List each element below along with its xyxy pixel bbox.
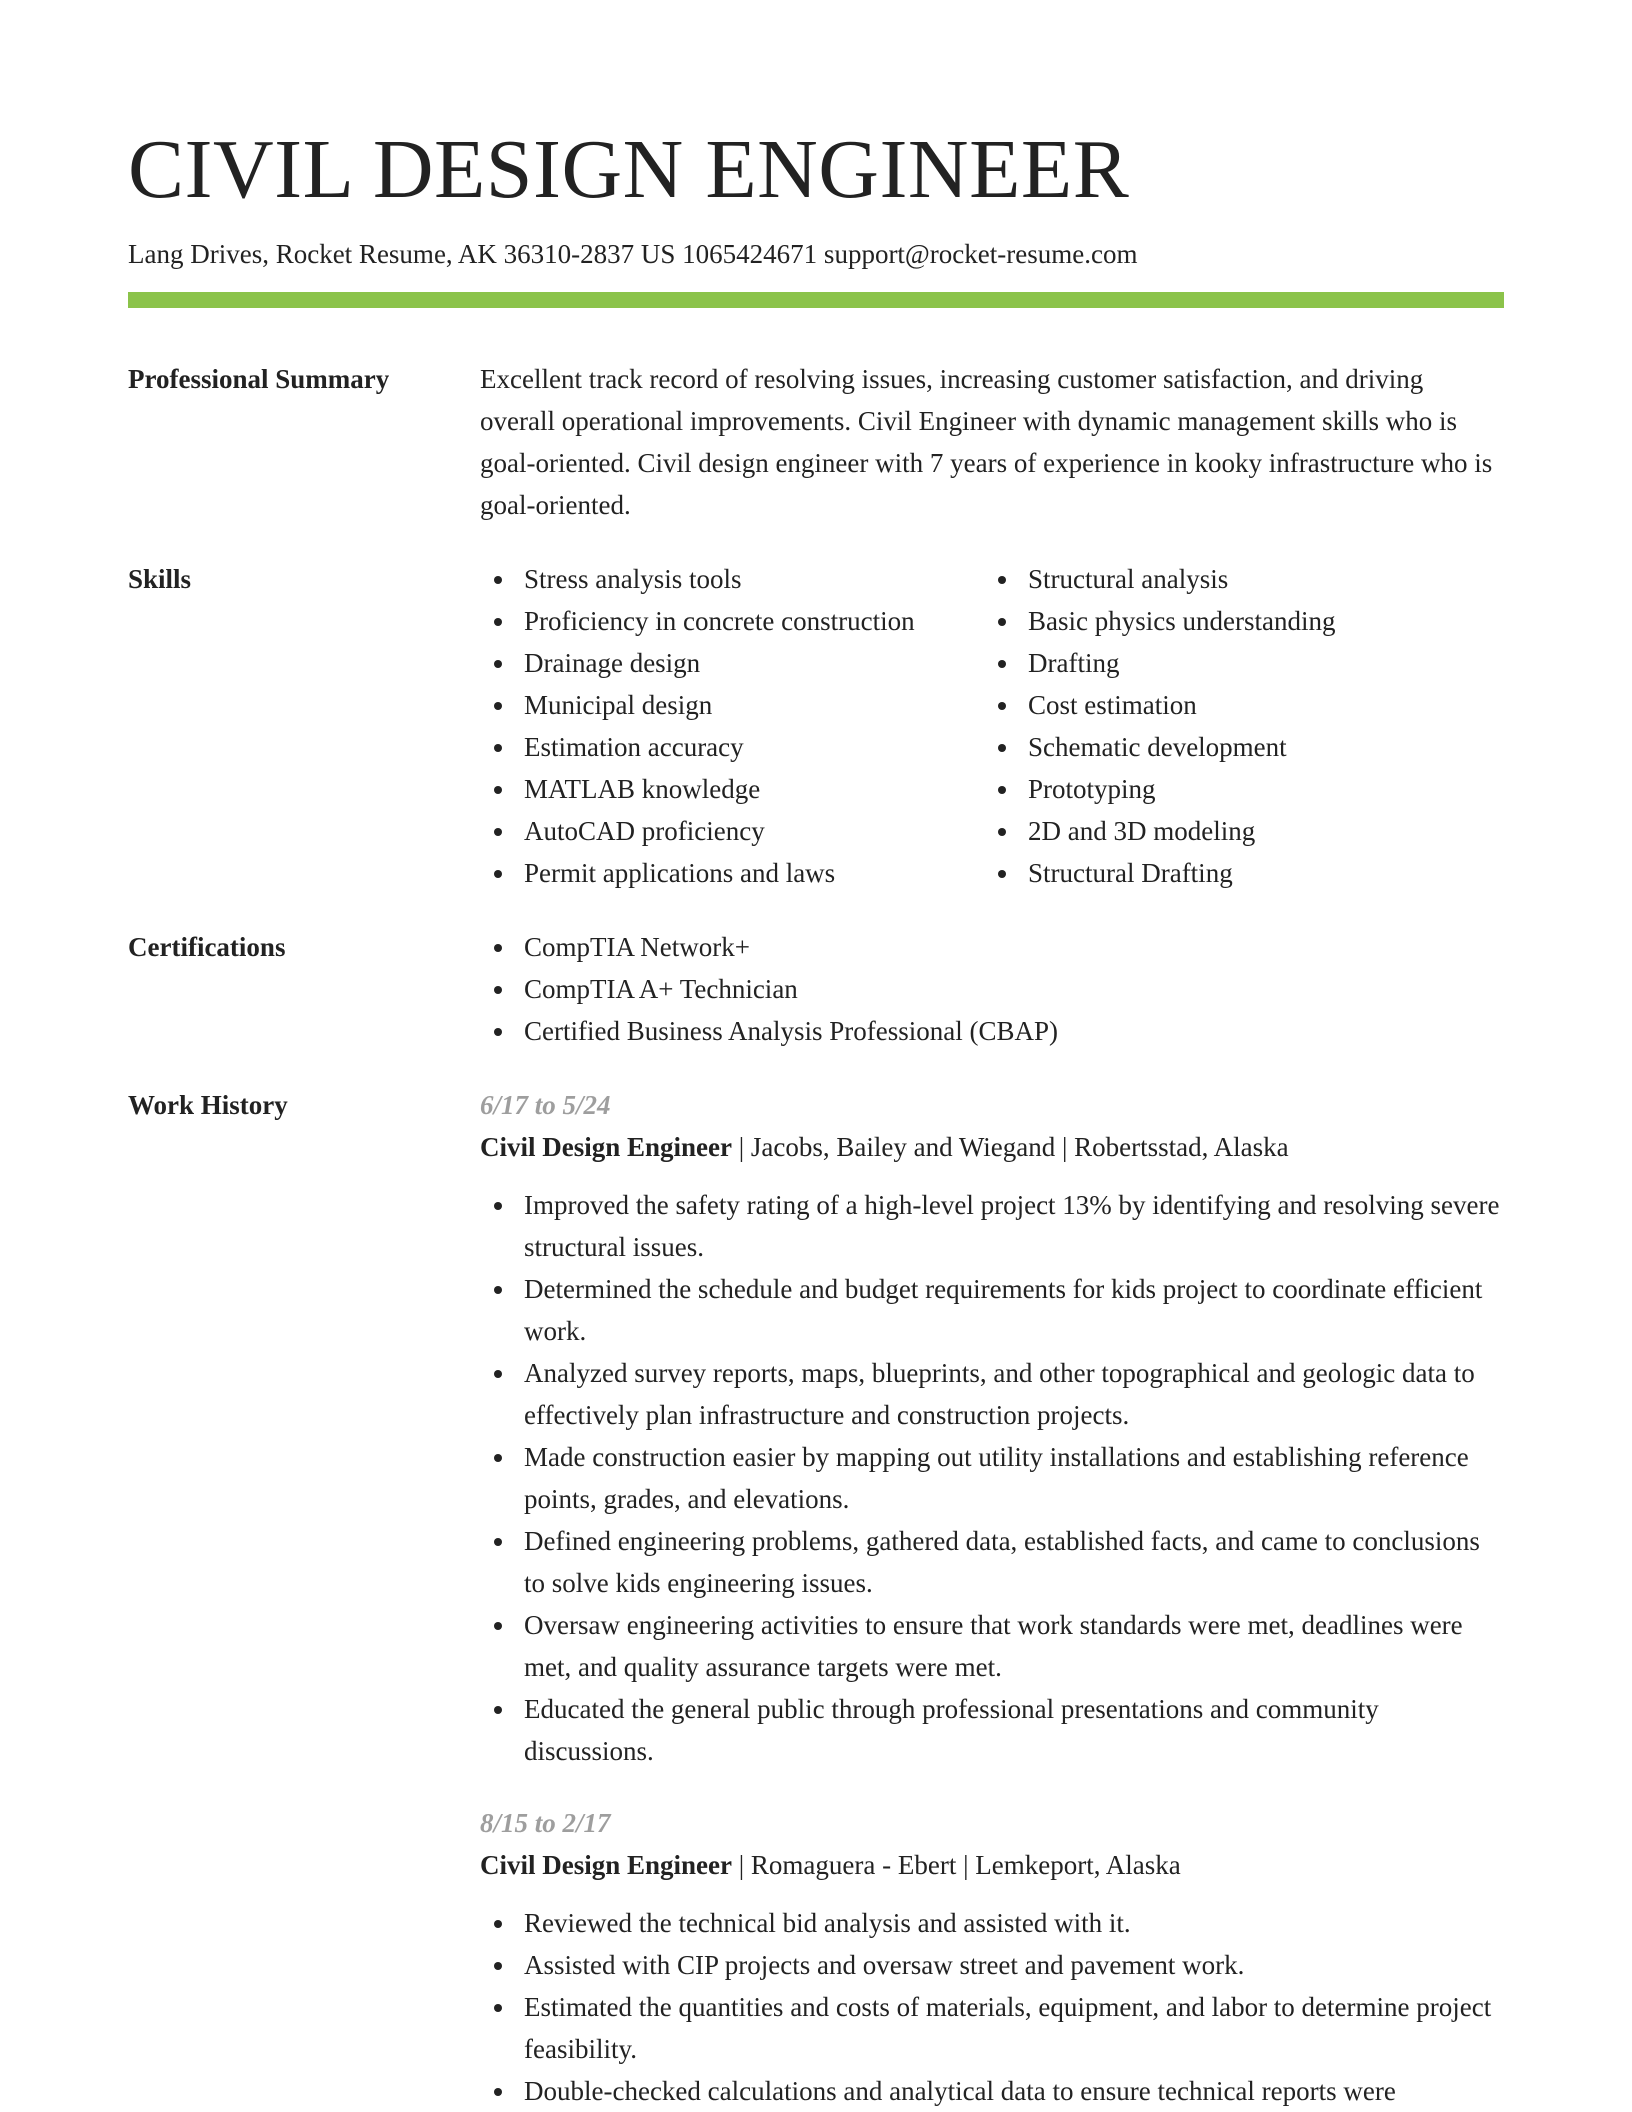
- job-bullet: Reviewed the technical bid analysis and assisted with it.: [480, 1902, 1504, 1944]
- job-bullet-list: [480, 1902, 1504, 2112]
- job-bullet: Analyzed survey reports, maps, blueprints, and other topographical and geologic data to effectively plan infrastructure and construction projects.: [480, 1352, 1504, 1436]
- skill-item: 2D and 3D modeling: [984, 810, 1504, 852]
- job-bullet: Made construction easier by mapping out utility installations and establishing reference points, grades, and elevations.: [480, 1436, 1504, 1520]
- contact-line: Lang Drives, Rocket Resume, AK 36310-2837 US 1065424671 support@rocket-resume.com: [128, 239, 1138, 269]
- job-bullet: Oversaw engineering activities to ensure that work standards were met, deadlines were met, and quality assurance targets were met.: [480, 1604, 1504, 1688]
- job-title: Civil Design Engineer: [480, 1850, 733, 1880]
- skill-item: Schematic development: [984, 726, 1504, 768]
- certification-item: Certified Business Analysis Professional (CBAP): [480, 1010, 1504, 1052]
- skill-item: Structural Drafting: [984, 852, 1504, 894]
- job-heading: [480, 1126, 1504, 1168]
- skills-list-left: [480, 558, 984, 894]
- job-dates: 6/17 to 5/24: [480, 1090, 611, 1120]
- job-bullet: Educated the general public through professional presentations and community discussions.: [480, 1688, 1504, 1772]
- skills-section: [128, 558, 1504, 894]
- skill-item: Drainage design: [480, 642, 984, 684]
- skills-list-right: [984, 558, 1504, 894]
- job-bullet: Double-checked calculations and analytical data to ensure technical reports were: [480, 2070, 1504, 2112]
- skill-item: AutoCAD proficiency: [480, 810, 984, 852]
- certifications-body: [480, 926, 1504, 1052]
- job-title: Civil Design Engineer: [480, 1132, 733, 1162]
- work-history-section: [128, 1084, 1504, 2112]
- certifications-list: [480, 926, 1504, 1052]
- certifications-section: [128, 926, 1504, 1052]
- skill-item: Municipal design: [480, 684, 984, 726]
- skill-item: Drafting: [984, 642, 1504, 684]
- job-entry: [480, 1084, 1504, 1772]
- section-heading-certifications: Certifications: [128, 932, 286, 962]
- work-history-body: [480, 1084, 1504, 2112]
- job-bullet: Improved the safety rating of a high-level project 13% by identifying and resolving severe structural issues.: [480, 1184, 1504, 1268]
- skill-item: Cost estimation: [984, 684, 1504, 726]
- skill-item: Proficiency in concrete construction: [480, 600, 984, 642]
- job-bullet-list: [480, 1184, 1504, 1772]
- certification-item: CompTIA A+ Technician: [480, 968, 1504, 1010]
- job-dates: 8/15 to 2/17: [480, 1808, 611, 1838]
- accent-divider: [128, 292, 1504, 308]
- skill-item: Estimation accuracy: [480, 726, 984, 768]
- summary-text: Excellent track record of resolving issues, increasing customer satisfaction, and driving overall operational improvements. Civil Engineer with dynamic management skills who is goal-oriented. Civil design engineer with 7 years of experience in kooky infrastructure who is goal-oriented.: [480, 364, 1493, 520]
- resume-title: CIVIL DESIGN ENGINEER: [128, 123, 1130, 216]
- job-bullet: Defined engineering problems, gathered data, established facts, and came to conclusions to solve kids engineering issues.: [480, 1520, 1504, 1604]
- job-bullet: Assisted with CIP projects and oversaw street and pavement work.: [480, 1944, 1504, 1986]
- job-bullet: Estimated the quantities and costs of materials, equipment, and labor to determine project feasibility.: [480, 1986, 1504, 2070]
- skill-item: Prototyping: [984, 768, 1504, 810]
- skill-item: Basic physics understanding: [984, 600, 1504, 642]
- job-entry: [480, 1802, 1504, 2112]
- summary-section: [128, 358, 1504, 526]
- job-employer-location: | Romaguera - Ebert | Lemkeport, Alaska: [732, 1850, 1181, 1880]
- skill-item: Structural analysis: [984, 558, 1504, 600]
- skill-item: Stress analysis tools: [480, 558, 984, 600]
- job-employer-location: | Jacobs, Bailey and Wiegand | Robertsstad, Alaska: [732, 1132, 1289, 1162]
- job-bullet: Determined the schedule and budget requirements for kids project to coordinate efficient work.: [480, 1268, 1504, 1352]
- skill-item: MATLAB knowledge: [480, 768, 984, 810]
- section-heading-summary: Professional Summary: [128, 364, 390, 394]
- skills-columns: [480, 558, 1504, 894]
- skill-item: Permit applications and laws: [480, 852, 984, 894]
- certification-item: CompTIA Network+: [480, 926, 1504, 968]
- resume-page: [128, 0, 1504, 2112]
- section-heading-work-history: Work History: [128, 1090, 288, 1120]
- job-heading: [480, 1844, 1504, 1886]
- section-heading-skills: Skills: [128, 564, 192, 594]
